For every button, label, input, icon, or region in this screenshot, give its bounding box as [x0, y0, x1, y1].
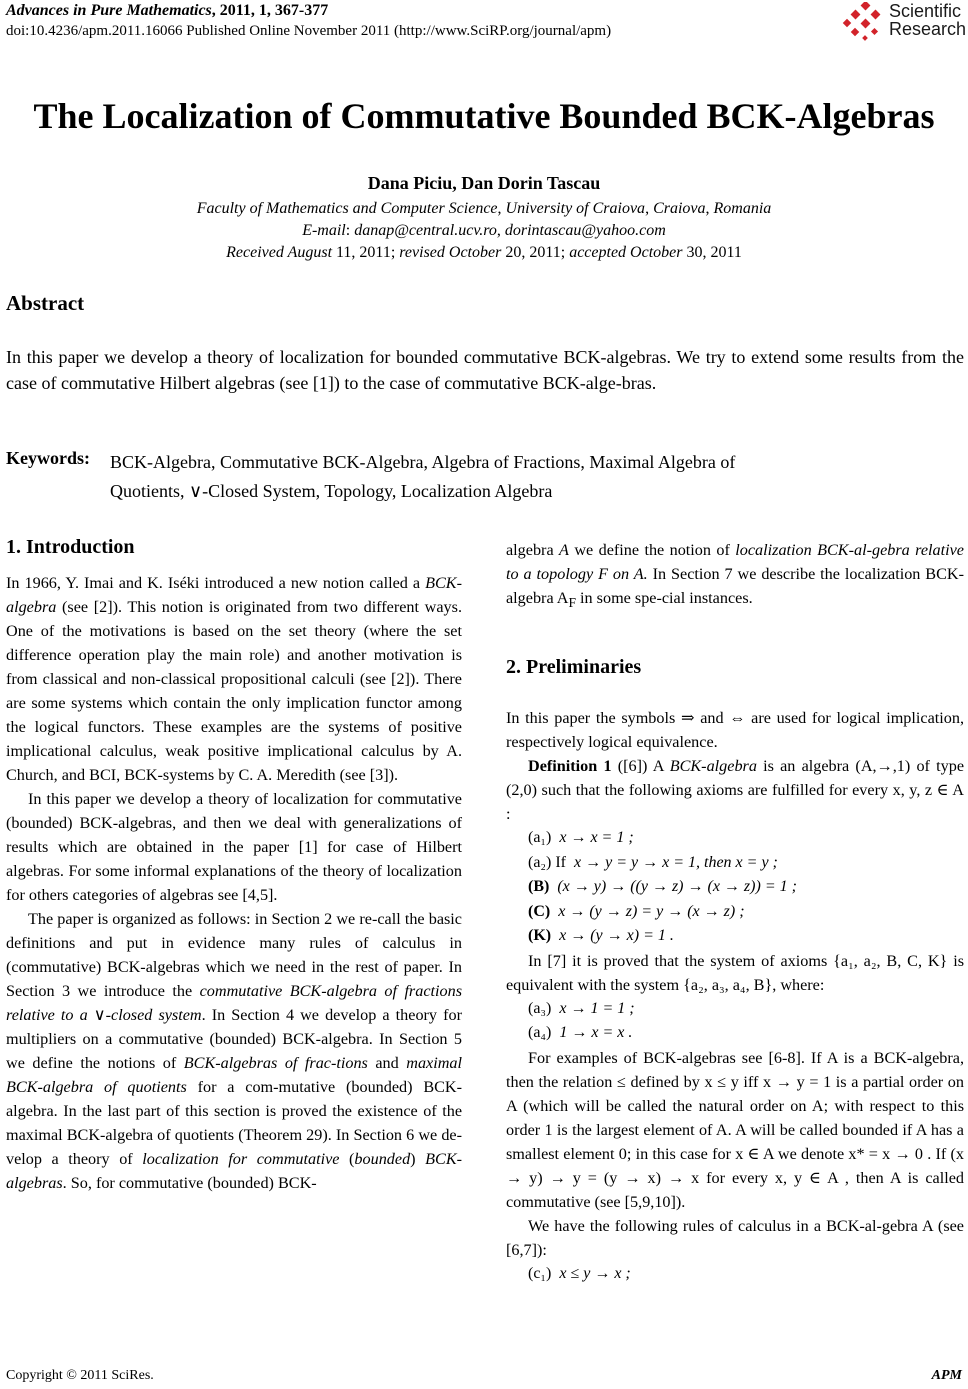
email-line: E-mail: danap@central.ucv.ro, dorintascau@yahoo.com — [302, 222, 666, 239]
axiom-label: (a₃) — [528, 999, 552, 1017]
axiom-label: (B) — [528, 878, 550, 895]
rules-paragraph: We have the following rules of calculus in a BCK-al-gebra A (see [6,7]): — [506, 1216, 964, 1259]
definition-1: Definition 1 ([6]) A BCK-algebra is an algebra (A,→,1) of type (2,0) such that the following axioms are fulfilled for every x, y, z ∈ A : — [506, 757, 965, 823]
axiom-label: (C) — [528, 902, 551, 920]
intro-paragraph-1: In 1966, Y. Imai and K. Iséki introduced a new notion called a BCK-algebra (see [2]). This notion is originated from two different ways. One of the motivations is based on the set theory (where the set difference operation play the main role) and another motivation is from classical and non-classical propositional calculi (see [2]). There are some systems which contain the only implication functor among the logical functors. These examples are the systems of positive implicational calculus, weak positive implicational calculus by A. Church, and BCI, BCK-systems by C. A. Meredith (see [3]). — [6, 574, 462, 784]
axiom-list-2 — [506, 997, 964, 1046]
journal-abbr: APM — [931, 1368, 962, 1383]
axiom-formula: x → x = 1 ; — [559, 829, 634, 846]
paper-title: The Localization of Commutative Bounded BCK-Algebras — [33, 96, 935, 136]
affiliation: Faculty of Mathematics and Computer Science, University of Craiova, Craiova, Romania — [196, 200, 772, 217]
dates-line: Received August 11, 2011; revised October 20, 2011; accepted October 30, 2011 — [226, 244, 742, 261]
axiom-item — [506, 875, 964, 900]
email-2[interactable]: dorintascau@yahoo.com — [504, 222, 666, 239]
logo-dots-icon — [842, 2, 886, 42]
section-1-heading: 1. Introduction — [6, 536, 135, 558]
axiom-formula: x → y = y → x = 1, then x = y ; — [574, 853, 778, 871]
axiom-item — [506, 997, 964, 1022]
axiom-list — [506, 826, 964, 949]
axiom-item — [506, 851, 964, 876]
journal-header — [6, 2, 328, 20]
journal-name: Advances in Pure Mathematics — [6, 2, 212, 19]
axiom-item — [506, 924, 964, 949]
section-2-heading: 2. Preliminaries — [506, 656, 642, 678]
keywords-label: Keywords: — [6, 448, 90, 468]
intro-paragraph-2: In this paper we develop a theory of localization for commutative (bounded) BCK-algebras, and then we deal with generalizations of results which are obtained in the paper [1] for case of Hilbert algebras. For some informal explanations of the theory of localization for others categories of algebras see [4,5]. — [6, 790, 462, 904]
intro-paragraph-3: The paper is organized as follows: in Section 2 we re-call the basic definitions and put in evidence many rules of calculus in (commutative) BCK-algebras which we need in the rest of paper. In Section 3 we introduce the commutative BCK-algebra of fractions relative to a ∨-closed system. In Section 4 we develop a theory for multipliers on a commutative (bounded) BCK-algebra. In Section 5 we define the notions of BCK-algebras of frac-tions and maximal BCK-algebra of quotients for a com-mutative (bounded) BCK-algebra. In the last part of this section is proved the existence of the maximal BCK-algebra of quotients (Theorem 29). In Section 6 we de-velop a theory of localization for commutative (bounded) BCK-algebras. So, for commutative (bounded) BCK- — [6, 910, 463, 1192]
axiom-item — [506, 1021, 964, 1046]
axiom-label: (a₂) If — [528, 853, 566, 871]
axiom-label: (a₁) — [528, 829, 552, 846]
rule-c1: (c₁) x ≤ y → x ; — [528, 1264, 631, 1282]
copyright: Copyright © 2011 SciRes. — [6, 1368, 154, 1383]
logo-text: Scientific Research — [889, 1, 967, 39]
axiom-label: (a₄) — [528, 1024, 552, 1041]
axiom-formula: x → 1 = 1 ; — [559, 999, 635, 1017]
doi-line: doi:10.4236/apm.2011.16066 Published Online November 2011 (http://www.SciRP.org/journal/apm) — [6, 23, 612, 39]
left-column — [6, 571, 462, 1195]
axiom-item — [506, 900, 964, 925]
abstract-heading: Abstract — [6, 291, 85, 315]
axiom-formula: (x → y) → ((y → z) → (x → z)) = 1 ; — [557, 878, 797, 895]
examples-paragraph: For examples of BCK-algebras see [6-8]. If A is a BCK-algebra, then the relation ≤ defined by x ≤ y iff x → y = 1 is a partial order on A (which will be called the natural order on A; with respect to this order 1 is the largest element of A. A will be called bounded if A has a smallest element 0; in this case for x ∈ A we denote x* = x → 0 . If (x → y) → y = (y → x) → x for every x, y ∈ A , then A is called commutative (see [5,9,10]). — [506, 1048, 964, 1211]
email-1[interactable]: danap@central.ucv.ro — [354, 222, 497, 239]
axiom-item — [506, 826, 964, 851]
abstract-text: In this paper we develop a theory of localization for bounded commutative BCK-algebras. We try to extend some results from the case of commutative Hilbert algebras (see [1]) to the case of commutative BCK-alge-bras. — [6, 347, 964, 393]
authors: Dana Piciu, Dan Dorin Tascau — [367, 173, 601, 193]
axiom-formula: x → (y → z) = y → (x → z) ; — [558, 902, 745, 920]
equivalence-paragraph: In [7] it is proved that the system of axioms {a₁, a₂, B, C, K} is equivalent with the system {a₂, a₃, a₄, B}, where: — [506, 951, 964, 994]
axiom-formula: x → (y → x) = 1 . — [559, 927, 674, 944]
volume-info: , 2011, 1, 367-377 — [211, 2, 329, 19]
axiom-formula: 1 → x = x . — [559, 1024, 633, 1041]
keywords: BCK-Algebra, Commutative BCK-Algebra, Algebra of Fractions, Maximal Algebra of Quotients, ∨-Closed System, Topology, Localization Algebra — [110, 452, 736, 501]
axiom-label: (K) — [528, 927, 552, 944]
right-column-main — [506, 706, 964, 1286]
right-column-top — [506, 538, 964, 615]
intro-paragraph-continued: algebra A we define the notion of localization BCK-al-gebra relative to a topology F on A. In Section 7 we describe the localization BCK-algebra $A_F$ in some spe-cial instances. — [506, 541, 964, 611]
symbols-paragraph: In this paper the symbols ⇒ and ⇔ are used for logical implication, respectively logical equivalence. — [506, 709, 964, 751]
publisher-logo — [842, 1, 967, 42]
